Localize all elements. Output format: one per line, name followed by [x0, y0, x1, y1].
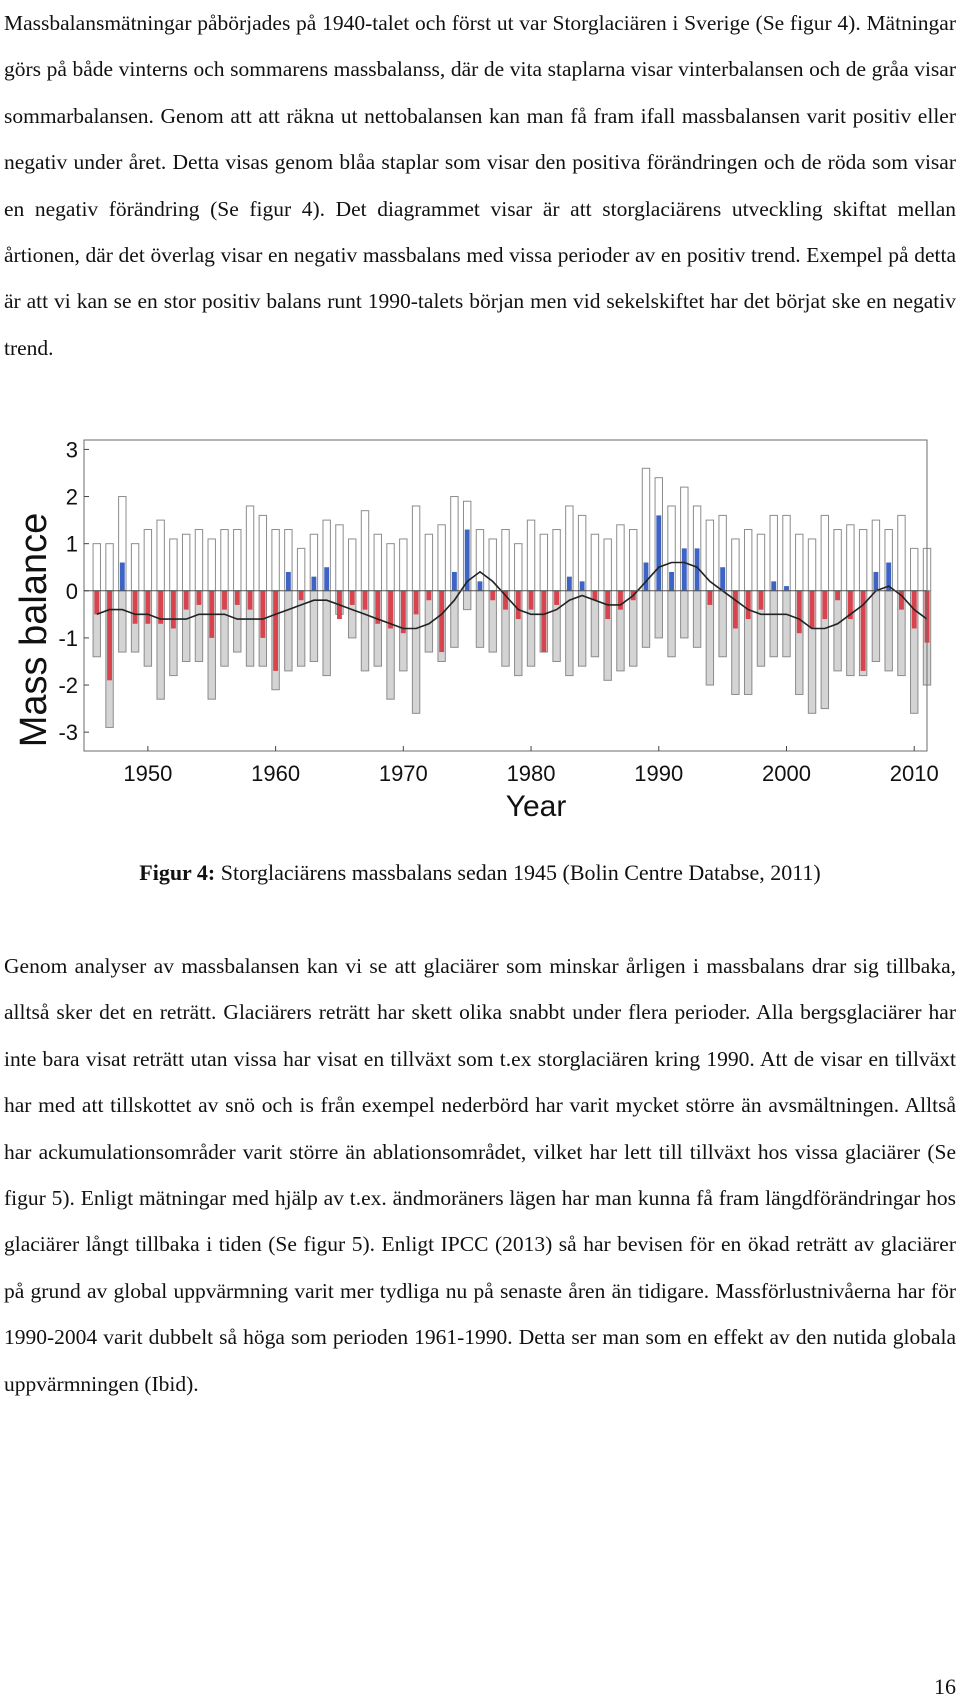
- net-negative-bar: [733, 591, 738, 629]
- net-negative-bar: [299, 591, 304, 600]
- net-negative-bar: [260, 591, 265, 638]
- net-positive-bar: [656, 515, 661, 590]
- net-negative-bar: [248, 591, 253, 610]
- winter-bar: [553, 530, 560, 591]
- net-positive-bar: [452, 572, 457, 591]
- net-positive-bar: [311, 577, 316, 591]
- winter-bar: [412, 506, 419, 591]
- net-negative-bar: [618, 591, 623, 610]
- net-negative-bar: [516, 591, 521, 619]
- caption-text: Storglaciärens massbalans sedan 1945 (Bolin Centre Databse, 2011): [215, 860, 821, 885]
- net-negative-bar: [554, 591, 559, 605]
- winter-bar: [630, 530, 637, 591]
- summer-bar: [463, 591, 470, 610]
- y-tick-label: -1: [58, 625, 78, 651]
- net-negative-bar: [707, 591, 712, 605]
- winter-bar: [744, 530, 751, 591]
- y-tick-label: -3: [58, 720, 78, 746]
- net-positive-bar: [324, 567, 329, 591]
- summer-bar: [872, 591, 879, 662]
- summer-bar: [719, 591, 726, 657]
- y-tick-label: -2: [58, 673, 78, 699]
- winter-bar: [847, 525, 854, 591]
- net-negative-bar: [184, 591, 189, 610]
- summer-bar: [119, 591, 126, 652]
- net-positive-bar: [644, 563, 649, 591]
- winter-bar: [757, 534, 764, 591]
- net-negative-bar: [197, 591, 202, 605]
- net-negative-bar: [401, 591, 406, 633]
- net-negative-bar: [273, 591, 278, 671]
- summer-bar: [681, 591, 688, 638]
- winter-bar: [438, 525, 445, 591]
- winter-bar: [195, 530, 202, 591]
- winter-bar: [770, 515, 777, 590]
- summer-bar: [285, 591, 292, 671]
- net-negative-bar: [107, 591, 112, 681]
- winter-bar: [604, 539, 611, 591]
- summer-bar: [668, 591, 675, 657]
- net-positive-bar: [580, 581, 585, 590]
- net-positive-bar: [120, 563, 125, 591]
- y-tick-label: 1: [65, 531, 78, 557]
- winter-bar: [259, 515, 266, 590]
- winter-bar: [540, 534, 547, 591]
- y-tick-label: 0: [65, 578, 78, 604]
- net-negative-bar: [810, 591, 815, 629]
- x-tick-label: 2000: [762, 761, 811, 786]
- winter-bar: [374, 534, 381, 591]
- winter-bar: [272, 530, 279, 591]
- winter-bar: [221, 530, 228, 591]
- net-positive-bar: [478, 581, 483, 590]
- net-negative-bar: [529, 591, 534, 610]
- net-positive-bar: [682, 548, 687, 590]
- y-tick-label: 3: [65, 437, 78, 463]
- winter-bar: [732, 539, 739, 591]
- winter-bar: [297, 548, 304, 590]
- chart-ticks: [58, 437, 938, 786]
- winter-bar: [527, 520, 534, 591]
- winter-bar: [336, 525, 343, 591]
- net-negative-bar: [439, 591, 444, 652]
- summer-bar: [834, 591, 841, 671]
- summer-bar: [323, 591, 330, 676]
- winter-bar: [131, 544, 138, 591]
- winter-bar: [387, 544, 394, 591]
- winter-bar: [578, 515, 585, 590]
- winter-bar: [911, 548, 918, 590]
- winter-bar: [617, 525, 624, 591]
- figure-caption: [0, 853, 960, 893]
- y-axis-label: Mass balance: [13, 512, 55, 748]
- net-positive-bar: [669, 572, 674, 591]
- summer-bar: [642, 591, 649, 648]
- winter-bar: [591, 534, 598, 591]
- winter-bar: [821, 515, 828, 590]
- net-negative-bar: [797, 591, 802, 633]
- x-tick-label: 1960: [251, 761, 301, 786]
- net-positive-bar: [873, 572, 878, 591]
- net-negative-bar: [235, 591, 240, 605]
- net-negative-bar: [145, 591, 150, 624]
- y-tick-label: 2: [65, 484, 78, 510]
- net-positive-bar: [286, 572, 291, 591]
- winter-bar: [808, 539, 815, 591]
- winter-bar: [349, 539, 356, 591]
- chart-bars: [93, 468, 931, 727]
- winter-bar: [93, 544, 100, 591]
- winter-bar: [106, 544, 113, 591]
- winter-bar: [170, 539, 177, 591]
- net-negative-bar: [363, 591, 368, 610]
- winter-bar: [796, 534, 803, 591]
- winter-bar: [898, 515, 905, 590]
- x-tick-label: 2010: [889, 761, 939, 786]
- body-paragraph-2: Genom analyser av massbalansen kan vi se att glaciärer som minskar årligen i massbalans drar sig tillbaka, alltså sker det en reträtt. Glaciärers reträtt har skett olika snabbt under flera perioder. Alla bergsglaciärer har inte bara visat reträtt utan vissa har visat en tillväxt som t.ex storglaciären kring 1990. Att de visar en tillväxt har med att tillskottet av snö och is från exempel nederbörd har varit mycket större än avsmältningen. Alltså har ackumulationsområder varit större än ablationsområdet, vilket har lett till tillväxt hos vissa glaciärer (Se figur 5). Enligt mätningar med hjälp av t.ex. ändmoräners lägen har man kunna få fram längdförändringar hos glaciärer långt tillbaka i tiden (Se figur 5). Enligt IPCC (2013) så har bevisen för en ökad reträtt av glaciärer på grund av global uppvärmning varit mer tydliga nu på senaste åren än tidigare. Massförlustnivåerna har för 1990-2004 varit dubbelt så höga som perioden 1961-1990. Detta ser man som en effekt av den nutida globala uppvärmningen (Ibid).: [4, 954, 956, 1396]
- winter-bar: [425, 534, 432, 591]
- summer-bar: [578, 591, 585, 666]
- net-negative-bar: [94, 591, 99, 615]
- net-negative-bar: [835, 591, 840, 600]
- net-negative-bar: [171, 591, 176, 629]
- net-positive-bar: [567, 577, 572, 591]
- body-paragraph-1: Massbalansmätningar påbörjades på 1940-talet och först ut var Storglaciären i Sverige (Se figur 4). Mätningar görs på både vinterns och sommarens massbalanss, där de vita staplarna visar vinterbalansen och de gråa visar sommarbalansen. Genom att att räkna ut nettobalansen kan man få fram ifall massbalansen varit positiv eller negativ under året. Detta visas genom blåa staplar som visar den positiva förändringen och de röda som visar en negativ förändring (Se figur 4). Det diagrammet visar är att storglaciärens utveckling skiftat mellan årtionen, där det överlag visar en negativ massbalans med vissa perioder av en positiv trend. Exempel på detta är att vi kan se en stor positiv balans runt 1990-talets början men vid sekelskiftet har det börjat ske en negativ trend.: [4, 11, 956, 360]
- net-negative-bar: [822, 591, 827, 619]
- summer-bar: [783, 591, 790, 657]
- net-negative-bar: [414, 591, 419, 615]
- x-axis-label: Year: [505, 790, 567, 823]
- mass-balance-chart: [0, 437, 960, 835]
- x-tick-label: 1970: [378, 761, 428, 786]
- winter-bar: [182, 534, 189, 591]
- net-negative-bar: [541, 591, 546, 652]
- net-negative-bar: [490, 591, 495, 600]
- winter-bar: [234, 530, 241, 591]
- winter-bar: [157, 520, 164, 591]
- net-negative-bar: [350, 591, 355, 605]
- net-positive-bar: [720, 567, 725, 591]
- winter-bar: [834, 530, 841, 591]
- caption-label: Figur 4:: [139, 860, 216, 885]
- winter-bar: [246, 506, 253, 591]
- summer-bar: [655, 591, 662, 638]
- summer-bar: [885, 591, 892, 671]
- winter-bar: [361, 511, 368, 591]
- winter-bar: [400, 539, 407, 591]
- chart-svg: [0, 437, 960, 835]
- winter-bar: [208, 539, 215, 591]
- x-tick-label: 1950: [123, 761, 173, 786]
- winter-bar: [783, 515, 790, 590]
- net-positive-bar: [771, 581, 776, 590]
- summer-bar: [693, 591, 700, 648]
- summer-bar: [476, 591, 483, 648]
- winter-bar: [489, 539, 496, 591]
- net-negative-bar: [759, 591, 764, 610]
- page-number: 16: [934, 1674, 956, 1699]
- net-negative-bar: [133, 591, 138, 624]
- net-positive-bar: [784, 586, 789, 591]
- net-negative-bar: [426, 591, 431, 600]
- winter-bar: [502, 530, 509, 591]
- x-tick-label: 1980: [506, 761, 556, 786]
- winter-bar: [859, 530, 866, 591]
- summer-bar: [297, 591, 304, 666]
- summer-bar: [566, 591, 573, 676]
- winter-bar: [515, 544, 522, 591]
- x-tick-label: 1990: [634, 761, 684, 786]
- net-negative-bar: [222, 591, 227, 610]
- winter-bar: [144, 530, 151, 591]
- summer-bar: [770, 591, 777, 657]
- net-negative-bar: [746, 591, 751, 619]
- summer-bar: [630, 591, 637, 666]
